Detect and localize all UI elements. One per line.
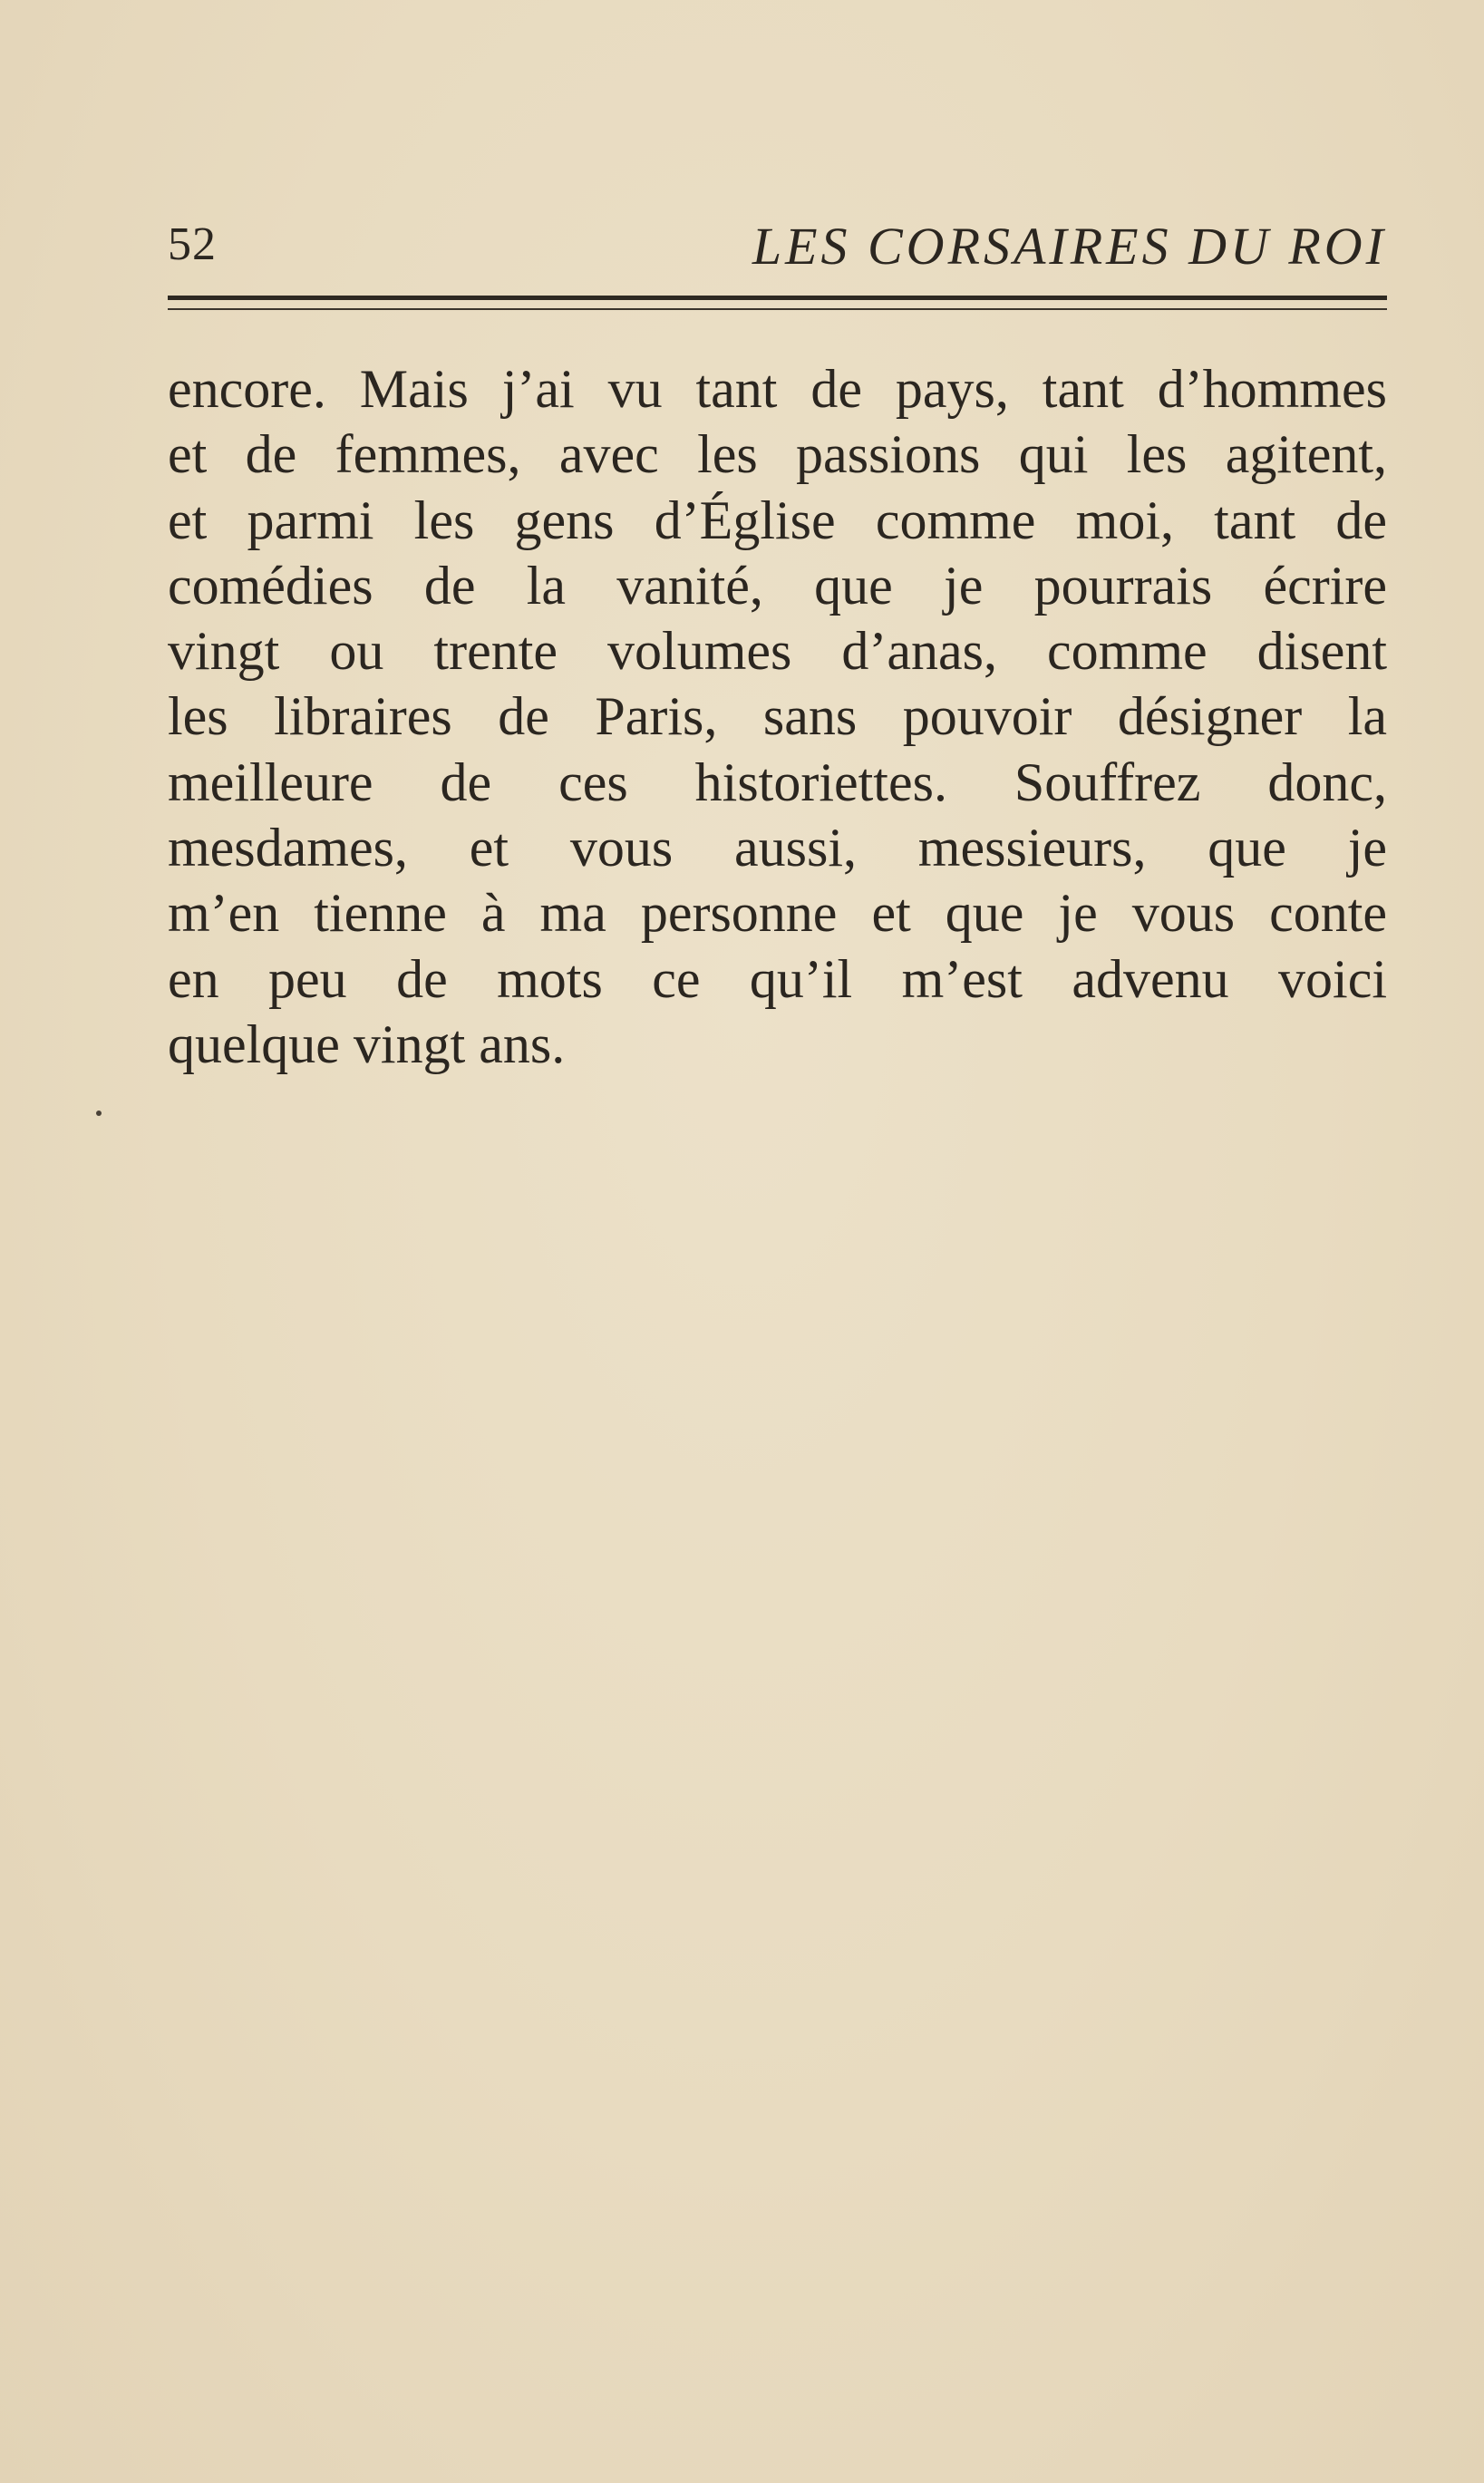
page-header bbox=[168, 216, 1387, 279]
header-rule-thick bbox=[168, 296, 1387, 300]
text-line: meilleure de ces historiettes. Souffrez donc, bbox=[168, 752, 1387, 812]
text-line: en peu de mots ce qu’il m’est advenu voici bbox=[168, 948, 1387, 1009]
page-number: 52 bbox=[168, 218, 217, 270]
header-rule-thin bbox=[168, 308, 1387, 310]
body-text bbox=[168, 356, 1387, 1077]
text-line: et de femmes, avec les passions qui les agitent, bbox=[168, 424, 1387, 485]
text-line: encore. Mais j’ai vu tant de pays, tant d’hommes bbox=[168, 359, 1387, 419]
text-line: les libraires de Paris, sans pouvoir désigner la bbox=[168, 686, 1387, 747]
running-title: LES CORSAIRES DU ROI bbox=[752, 217, 1387, 276]
text-line: comédies de la vanité, que je pourrais écrire bbox=[168, 555, 1387, 616]
text-line: m’en tienne à ma personne et que je vous conte bbox=[168, 883, 1387, 944]
text-line: et parmi les gens d’Église comme moi, tant de bbox=[168, 490, 1387, 550]
text-line: mesdames, et vous aussi, messieurs, que je bbox=[168, 818, 1387, 878]
text-line: vingt ou trente volumes d’anas, comme disent bbox=[168, 621, 1387, 682]
paper-speck bbox=[96, 1111, 102, 1116]
text-line-last: quelque vingt ans. bbox=[168, 1014, 566, 1074]
